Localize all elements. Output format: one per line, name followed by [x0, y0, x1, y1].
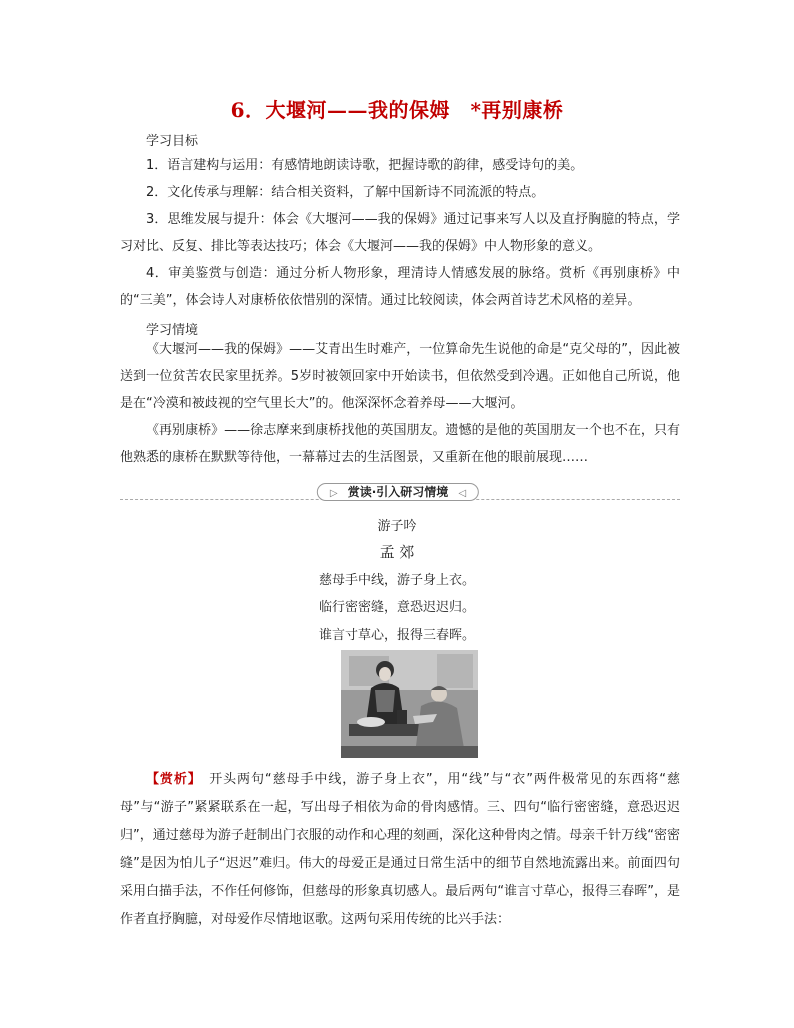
analysis-paragraph	[120, 766, 680, 934]
poem-line-1: 慈母手中线，游子身上衣。	[318, 573, 475, 588]
objective-item-3: 3．思维发展与提升：体会《大堰河——我的保姆》通过记事来写人以及直抒胸臆的特点，学习对比、反复、排比等表达技巧；体会《大堰河——我的保姆》中人物形象的意义。	[120, 212, 680, 254]
context-heading: 学习情境	[146, 323, 199, 338]
context-paragraph-2: 《再别康桥》——徐志摩来到康桥找他的英国朋友。遗憾的是他的英国朋友一个也不在，只有他熟悉的康桥在默默等待他，一幕幕过去的生活图景，又重新在他的眼前展现……	[120, 423, 680, 465]
right-arrow-icon: ▷	[329, 488, 338, 499]
section-banner	[120, 483, 680, 501]
context-paragraph-1: 《大堰河——我的保姆》——艾青出生时难产，一位算命先生说他的命是“克父母的”，因此被送到一位贫苦农民家里抚养。5岁时被领回家中开始读书，但依然受到冷遇。正如他自己所说，他是在“冷漠和被歧视的空气里长大”的。他深深怀念着养母——大堰河。	[120, 342, 680, 411]
poem-line-3: 谁言寸草心，报得三春晖。	[318, 628, 475, 643]
objective-item-2: 2．文化传承与理解：结合相关资料，了解中国新诗不同流派的特点。	[146, 185, 545, 200]
objectives-heading: 学习目标	[146, 134, 199, 149]
left-arrow-icon: ◁	[458, 488, 467, 499]
analysis-text: 开头两句“慈母手中线，游子身上衣”，用“线”与“衣”两件极常见的东西将“慈母”与“游子”紧紧联系在一起，写出母子相依为命的骨肉感情。三、四句“临行密密缝，意恐迟迟归”，通过慈母为游子赶制出门衣服的动作和心理的刻画，深化这种骨肉之情。母亲千针万线“密密缝”是因为怕儿子“迟迟”难归。伟大的母爱正是通过日常生活中的细节自然地流露出来。前面四句采用白描手法，不作任何修饰，但慈母的形象真切感人。最后两句“谁言寸草心，报得三春晖”，是作者直抒胸臆，对母爱作尽情地讴歌。这两句采用传统的比兴手法：	[120, 772, 680, 927]
poem-title: 游子吟	[377, 519, 417, 534]
objective-item-1: 1．语言建构与运用：有感情地朗读诗歌，把握诗歌的韵律，感受诗句的美。	[146, 158, 584, 173]
analysis-tag: 【赏析】	[146, 772, 196, 787]
poem-line-2: 临行密密缝，意恐迟迟归。	[318, 600, 475, 615]
poem-author: 孟 郊	[379, 543, 415, 561]
banner-label: 赏读·引入研习情境	[347, 485, 449, 499]
banner-pill	[317, 483, 479, 501]
lesson-title: 6．大堰河——我的保姆 *再别康桥	[230, 98, 564, 122]
mother-son-illustration	[341, 650, 478, 758]
objective-item-4: 4．审美鉴赏与创造：通过分析人物形象，理清诗人情感发展的脉络。赏析《再别康桥》中的“三美”，体会诗人对康桥依依惜别的深情。通过比较阅读，体会两首诗艺术风格的差异。	[120, 266, 680, 308]
